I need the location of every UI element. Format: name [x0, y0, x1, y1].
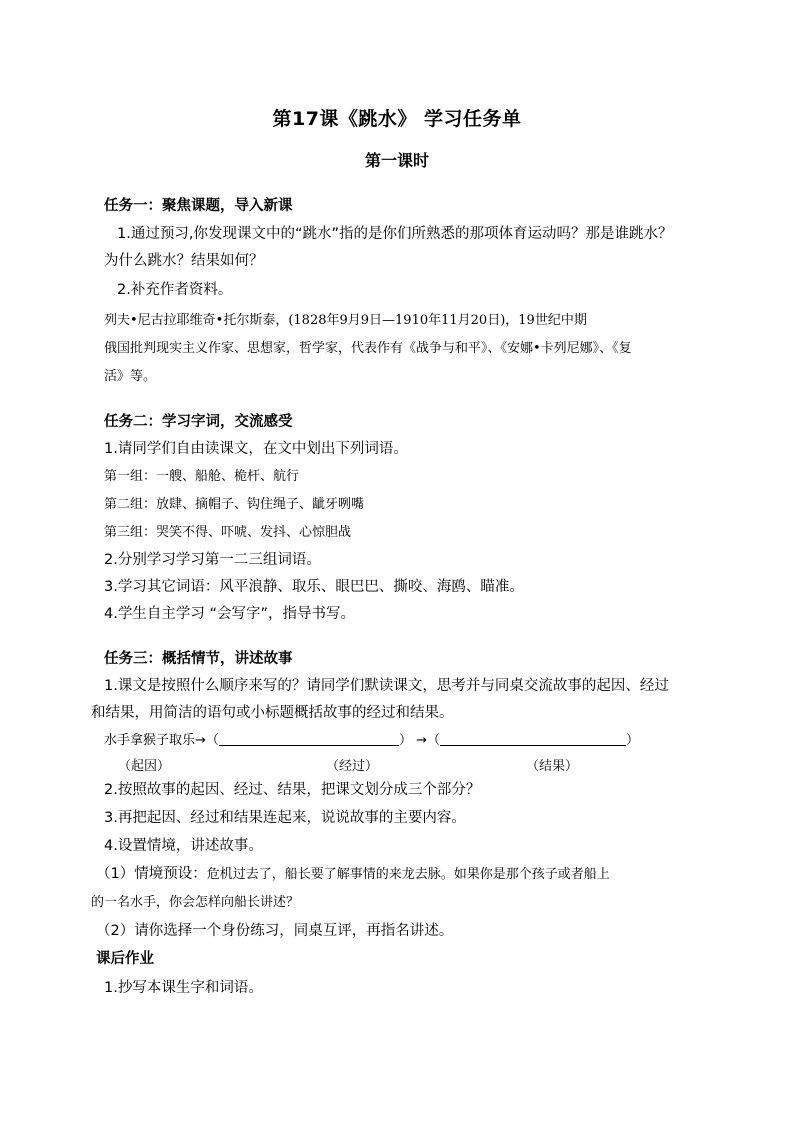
word-group-1: 第一组：一艘、船舱、桅杆、航行	[104, 469, 300, 484]
scenario-1-text: 危机过去了，船长要了解事情的来龙去脉。如果你是那个孩子或者船上	[206, 867, 610, 882]
task3-question1-line2: 和结果，用简洁的语句或小标题概括故事的经过和结果。	[91, 705, 454, 721]
task1-question1-line2: 为什么跳水？结果如何？	[104, 253, 264, 269]
word-group-3: 第三组：哭笑不得、吓唬、发抖、心惊胆战	[104, 525, 352, 540]
page-title: 第17课《跳水》 学习任务单	[272, 108, 522, 130]
paren-close: ）	[398, 733, 412, 748]
paren-close: ）	[626, 733, 640, 748]
paren-open: （	[205, 733, 219, 748]
task3-question3: 3.再把起因、经过和结果连起来，说说故事的主要内容。	[104, 810, 466, 826]
label-process: （经过）	[326, 759, 379, 774]
task2-question1: 1.请同学们自由读课文，在文中划出下列词语。	[104, 441, 408, 457]
task2-question3: 3.学习其它词语：风平浪静、取乐、眼巴巴、撕咬、海鸥、瞄准。	[104, 579, 524, 595]
task1-question2: 2.补充作者资料。	[117, 282, 233, 298]
scenario-1-line1	[96, 864, 704, 885]
paren-open: （	[427, 733, 441, 748]
task3-question1-line1: 1.课文是按照什么顺序来写的？请同学们默读课文，思考并与同桌交流故事的起因、经过	[104, 678, 669, 694]
task3-question2: 2.按照故事的起因、经过、结果，把课文划分成三个部分？	[104, 782, 481, 798]
scenario-1-prefix: （1）情境预设：	[96, 866, 207, 882]
process-blank-line[interactable]	[219, 731, 399, 746]
flow-start-text: 水手拿猴子取乐	[104, 733, 196, 748]
task1-question1-line1: 1.通过预习,你发现课文中的“跳水”指的是你们所熟悉的那项体育运动吗？那是谁跳水？	[117, 226, 673, 242]
plot-flow-row	[104, 731, 704, 751]
scenario-2: （2）请你选择一个身份练习，同桌互评，再指名讲述。	[96, 923, 454, 939]
author-bio-line3: 活》等。	[104, 369, 157, 384]
flow-labels-row	[104, 753, 704, 775]
scenario-1-line2: 的一名水手，你会怎样向船长讲述？	[91, 895, 300, 910]
task2-question2: 2.分别学习学习第一二三组词语。	[104, 552, 321, 568]
author-bio-line1: 列夫•尼古拉耶维奇•托尔斯泰，(1828年9月9日—1910年11月20日)，19世纪中期	[104, 313, 587, 328]
page-subtitle: 第一课时	[364, 151, 429, 170]
word-group-2: 第二组：放肆、摘帽子、钩住绳子、龇牙咧嘴	[104, 497, 365, 512]
homework-heading: 课后作业	[96, 951, 154, 967]
author-bio-line2: 俄国批判现实主义作家、思想家，哲学家，代表作有《战争与和平》、《安娜•卡列尼娜》、《复	[104, 341, 632, 356]
result-blank-line[interactable]	[440, 731, 626, 746]
task1-heading: 任务一：聚焦课题，导入新课	[104, 198, 293, 214]
arrow-icon: →	[195, 733, 206, 748]
task2-question4: 4.学生自主学习 “会写字”，指导书写。	[104, 606, 355, 622]
arrow-icon: →	[416, 733, 427, 748]
label-result: （结果）	[526, 759, 579, 774]
task2-heading: 任务二：学习字词，交流感受	[104, 414, 293, 430]
task3-heading: 任务三：概括情节，讲述故事	[104, 651, 293, 667]
worksheet-content	[91, 196, 704, 998]
homework-item1: 1.抄写本课生字和词语。	[104, 980, 263, 996]
label-cause: （起因）	[118, 759, 171, 774]
task3-question4: 4.设置情境，讲述故事。	[104, 838, 263, 854]
